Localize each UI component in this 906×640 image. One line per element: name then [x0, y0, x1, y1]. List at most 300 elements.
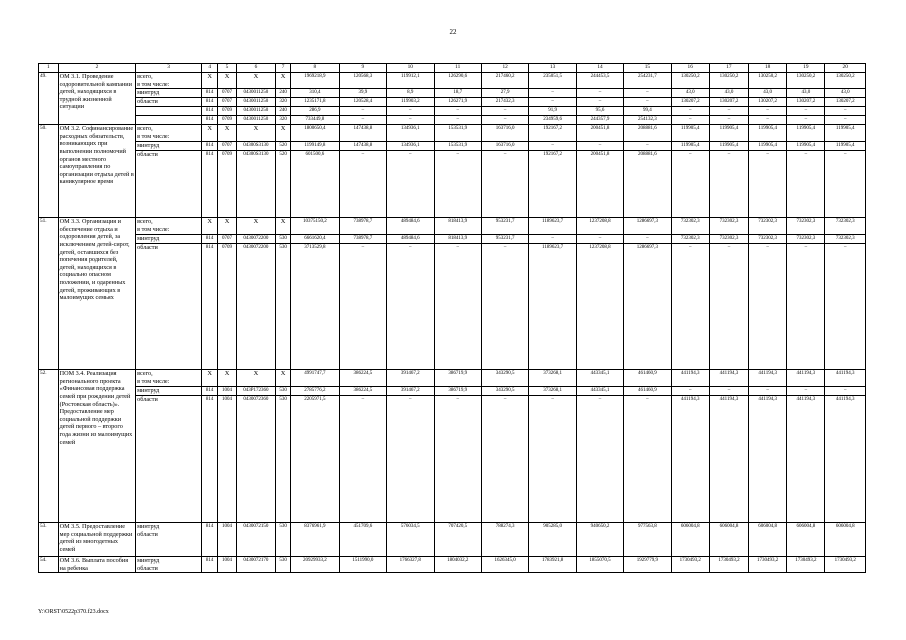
- amount-cell: –: [339, 107, 386, 116]
- column-header-6: 6: [236, 64, 275, 73]
- code-cell-c4: 814: [202, 235, 218, 244]
- row-number: 54.: [39, 557, 59, 573]
- amount-cell: 732302,3: [787, 235, 825, 244]
- executor-cell: [136, 370, 202, 387]
- executor-cell: [136, 557, 202, 573]
- code-cell-c6: X: [236, 125, 275, 142]
- amount-cell: 441194,3: [787, 396, 825, 523]
- amount-cell: 244357,9: [576, 116, 623, 125]
- amount-cell: 310,4: [291, 89, 340, 98]
- amount-cell: 43,0: [825, 89, 866, 98]
- amount-cell: 10375150,2: [291, 218, 340, 235]
- amount-cell: 18,7: [434, 89, 481, 98]
- amount-cell: 120528,4: [339, 98, 386, 107]
- amount-cell: 732302,3: [749, 218, 787, 235]
- code-cell-c6: 0430072170: [236, 557, 275, 573]
- amount-cell: 1766327,8: [387, 557, 434, 573]
- table-row: [39, 107, 866, 116]
- executor-line: всего,: [137, 370, 153, 378]
- code-cell-c4: 814: [202, 107, 218, 116]
- code-cell-c6: 0430011250: [236, 89, 275, 98]
- column-header-5: 5: [218, 64, 237, 73]
- amount-cell: –: [749, 151, 787, 218]
- amount-cell: 8376961,9: [291, 523, 340, 557]
- amount-cell: 953231,7: [481, 218, 528, 235]
- amount-cell: –: [387, 151, 434, 218]
- code-cell-c4: 814: [202, 116, 218, 125]
- amount-cell: 119905,4: [709, 125, 748, 142]
- amount-cell: –: [481, 107, 528, 116]
- amount-cell: 601500,6: [291, 151, 340, 218]
- amount-cell: –: [434, 116, 481, 125]
- amount-cell: 3713529,8: [291, 244, 340, 370]
- executor-cell: [136, 142, 202, 151]
- code-cell-c7: X: [276, 370, 291, 387]
- row-number: 51.: [39, 218, 59, 370]
- code-cell-c4: 814: [202, 151, 218, 218]
- executor-cell: [136, 396, 202, 523]
- amount-cell: 244453,5: [576, 73, 623, 89]
- code-cell-c7: 530: [276, 396, 291, 523]
- amount-cell: 443345,1: [576, 387, 623, 396]
- code-cell-c5: 0709: [218, 107, 237, 116]
- amount-cell: 119905,4: [749, 142, 787, 151]
- amount-cell: –: [787, 244, 825, 370]
- amount-cell: 119905,4: [709, 142, 748, 151]
- amount-cell: 489484,6: [387, 218, 434, 235]
- amount-cell: 27,9: [481, 89, 528, 98]
- amount-cell: –: [434, 396, 481, 523]
- amount-cell: 130207,2: [709, 98, 748, 107]
- code-cell-c6: X: [236, 218, 275, 235]
- amount-cell: 119905,4: [671, 142, 709, 151]
- executor-line: области: [137, 244, 158, 252]
- amount-cell: 235051,5: [529, 73, 576, 89]
- executor-cell: [136, 116, 202, 125]
- amount-cell: 134936,1: [387, 142, 434, 151]
- amount-cell: 1237208,8: [576, 218, 623, 235]
- amount-cell: 1189623,7: [529, 218, 576, 235]
- amount-cell: 126290,6: [434, 73, 481, 89]
- code-cell-c6: 0430072200: [236, 244, 275, 370]
- executor-line: области: [137, 564, 158, 572]
- amount-cell: 443345,1: [576, 370, 623, 387]
- amount-cell: –: [825, 387, 866, 396]
- code-cell-c4: 814: [202, 98, 218, 107]
- amount-cell: –: [576, 89, 623, 98]
- executor-cell: [136, 523, 202, 557]
- amount-cell: 8,9: [387, 89, 434, 98]
- amount-cell: 1800650,4: [291, 125, 340, 142]
- amount-cell: 200451,8: [576, 125, 623, 142]
- amount-cell: 208881,6: [624, 151, 671, 218]
- amount-cell: –: [825, 107, 866, 116]
- amount-cell: 732302,3: [749, 235, 787, 244]
- amount-cell: –: [749, 244, 787, 370]
- amount-cell: 130207,2: [749, 98, 787, 107]
- amount-cell: –: [434, 244, 481, 370]
- amount-cell: 441194,3: [825, 370, 866, 387]
- amount-cell: 1286697,3: [624, 218, 671, 235]
- amount-cell: 2785776,2: [291, 387, 340, 396]
- amount-cell: 732302,3: [787, 218, 825, 235]
- code-cell-c4: 814: [202, 142, 218, 151]
- amount-cell: 153531,9: [434, 142, 481, 151]
- amount-cell: 119905,4: [825, 125, 866, 142]
- executor-cell: [136, 125, 202, 142]
- code-cell-c6: 0430011250: [236, 116, 275, 125]
- amount-cell: 818413,9: [434, 235, 481, 244]
- table-row: [39, 244, 866, 370]
- executor-cell: [136, 89, 202, 98]
- amount-cell: 130250,2: [671, 73, 709, 89]
- amount-cell: 489484,6: [387, 235, 434, 244]
- amount-cell: 441194,3: [787, 370, 825, 387]
- header-row: [39, 64, 866, 73]
- amount-cell: 732302,3: [709, 235, 748, 244]
- code-cell-c5: 0707: [218, 98, 237, 107]
- row-number: 50.: [39, 125, 59, 218]
- executor-line: области: [137, 151, 158, 159]
- amount-cell: 119905,4: [671, 125, 709, 142]
- amount-cell: 606004,8: [787, 523, 825, 557]
- code-cell-c7: 530: [276, 387, 291, 396]
- amount-cell: 1237208,8: [576, 244, 623, 370]
- amount-cell: 43,0: [671, 89, 709, 98]
- column-header-9: 9: [339, 64, 386, 73]
- table-row: [39, 218, 866, 235]
- amount-cell: –: [339, 244, 386, 370]
- amount-cell: –: [481, 396, 528, 523]
- code-cell-c4: X: [202, 73, 218, 89]
- amount-cell: 43,0: [749, 89, 787, 98]
- code-cell-c5: X: [218, 370, 237, 387]
- amount-cell: 1855070,5: [576, 557, 623, 573]
- code-cell-c7: X: [276, 73, 291, 89]
- code-cell-c5: 0707: [218, 89, 237, 98]
- column-header-4: 4: [202, 64, 218, 73]
- executor-line: в том числе:: [137, 80, 170, 88]
- amount-cell: 43,0: [787, 89, 825, 98]
- code-cell-c5: X: [218, 73, 237, 89]
- code-cell-c5: 0709: [218, 244, 237, 370]
- amount-cell: 119912,1: [387, 73, 434, 89]
- code-cell-c5: 0707: [218, 235, 237, 244]
- amount-cell: 126271,9: [434, 98, 481, 107]
- amount-cell: 192167,2: [529, 125, 576, 142]
- measure-title: ОМ 3.5. Предоставление мер социальной поддержки детей из многодетных семей: [58, 523, 135, 557]
- amount-cell: 130250,2: [709, 73, 748, 89]
- column-header-19: 19: [787, 64, 825, 73]
- amount-cell: 217460,2: [481, 73, 528, 89]
- executor-line: минтруд: [137, 235, 160, 243]
- amount-cell: 1199149,8: [291, 142, 340, 151]
- amount-cell: 130250,2: [825, 73, 866, 89]
- amount-cell: 99,4: [624, 107, 671, 116]
- page-number: 22: [449, 28, 457, 36]
- code-cell-c7: X: [276, 218, 291, 235]
- code-cell-c5: 1004: [218, 396, 237, 523]
- measure-title: ОМ 3.6. Выплата пособия на ребенка: [58, 557, 135, 573]
- amount-cell: 1286697,3: [624, 244, 671, 370]
- executor-line: всего,: [137, 125, 153, 133]
- code-cell-c4: 814: [202, 387, 218, 396]
- amount-cell: 1783921,8: [529, 557, 576, 573]
- table-row: [39, 523, 866, 557]
- amount-cell: –: [529, 142, 576, 151]
- amount-cell: –: [671, 387, 709, 396]
- executor-cell: [136, 73, 202, 89]
- amount-cell: 119905,4: [749, 125, 787, 142]
- amount-cell: 1730493,2: [825, 557, 866, 573]
- amount-cell: 147438,8: [339, 142, 386, 151]
- amount-cell: –: [624, 98, 671, 107]
- code-cell-c4: 814: [202, 523, 218, 557]
- amount-cell: –: [787, 151, 825, 218]
- amount-cell: 451709,6: [339, 523, 386, 557]
- table-row: [39, 116, 866, 125]
- amount-cell: 343290,5: [481, 370, 528, 387]
- code-cell-c5: X: [218, 218, 237, 235]
- executor-line: минтруд: [137, 523, 160, 531]
- amount-cell: 95,6: [576, 107, 623, 116]
- amount-cell: –: [576, 396, 623, 523]
- amount-cell: –: [671, 244, 709, 370]
- code-cell-c7: 320: [276, 98, 291, 107]
- amount-cell: –: [434, 107, 481, 116]
- code-cell-c6: 04300S3130: [236, 151, 275, 218]
- amount-cell: –: [709, 387, 748, 396]
- amount-cell: 1189623,7: [529, 244, 576, 370]
- amount-cell: 1730493,2: [709, 557, 748, 573]
- code-cell-c6: 0430011250: [236, 107, 275, 116]
- amount-cell: 43,0: [709, 89, 748, 98]
- executor-line: минтруд: [137, 142, 160, 150]
- amount-cell: –: [624, 89, 671, 98]
- amount-cell: 1511990,0: [339, 557, 386, 573]
- table-row: [39, 396, 866, 523]
- measure-title: ПОМ 3.4. Реализация регионального проекта «Финансовая поддержка семей при рождении детей (Ростовская область)». Предоставление мер социальной поддержки детей первого – второго года жизни из малоимущих семей: [58, 370, 135, 523]
- executor-line: области: [137, 530, 158, 538]
- amount-cell: –: [709, 151, 748, 218]
- code-cell-c5: 1004: [218, 557, 237, 573]
- code-cell-c4: 814: [202, 396, 218, 523]
- amount-cell: 4991747,7: [291, 370, 340, 387]
- column-header-1: 1: [39, 64, 59, 73]
- measure-title: ОМ 3.3. Организация и обеспечение отдыха и оздоровления детей, за исключением детей-сирот, детей, оставшихся без попечения родителей, детей, находящихся в социально опасном положении, и одаренных детей, проживающих в малоимущих семьях: [58, 218, 135, 370]
- file-path-footer: Y:\ORST\0522p370.f23.docx: [38, 609, 109, 615]
- amount-cell: 441194,3: [709, 370, 748, 387]
- amount-cell: 953231,7: [481, 235, 528, 244]
- amount-cell: 441194,3: [671, 396, 709, 523]
- amount-cell: 1235171,8: [291, 98, 340, 107]
- amount-cell: 940650,2: [576, 523, 623, 557]
- code-cell-c6: 0430011250: [236, 98, 275, 107]
- code-cell-c5: 0707: [218, 142, 237, 151]
- code-cell-c4: 814: [202, 557, 218, 573]
- amount-cell: 147438,8: [339, 125, 386, 142]
- table-row: [39, 125, 866, 142]
- amount-cell: –: [339, 396, 386, 523]
- code-cell-c7: 530: [276, 523, 291, 557]
- code-cell-c5: 0709: [218, 151, 237, 218]
- measure-title: ОМ 3.1. Проведение оздоровительной кампании детей, находящихся в трудной жизненной ситуации: [58, 73, 135, 125]
- code-cell-c7: 520: [276, 151, 291, 218]
- table-row: [39, 142, 866, 151]
- amount-cell: 386719,9: [434, 370, 481, 387]
- amount-cell: 6661620,4: [291, 235, 340, 244]
- amount-cell: –: [529, 98, 576, 107]
- amount-cell: –: [709, 244, 748, 370]
- amount-cell: –: [671, 151, 709, 218]
- amount-cell: 738978,7: [339, 218, 386, 235]
- amount-cell: –: [529, 396, 576, 523]
- amount-cell: –: [671, 116, 709, 125]
- executor-line: всего,: [137, 73, 153, 80]
- table-row: [39, 89, 866, 98]
- amount-cell: 254132,3: [624, 116, 671, 125]
- code-cell-c7: 530: [276, 557, 291, 573]
- column-header-8: 8: [291, 64, 340, 73]
- executor-line: всего,: [137, 218, 153, 226]
- amount-cell: 391467,2: [387, 387, 434, 396]
- code-cell-c7: X: [276, 125, 291, 142]
- amount-cell: 732302,3: [671, 235, 709, 244]
- amount-cell: 461460,9: [624, 370, 671, 387]
- amount-cell: –: [709, 107, 748, 116]
- amount-cell: 441194,3: [749, 370, 787, 387]
- amount-cell: –: [787, 107, 825, 116]
- amount-cell: 732302,3: [709, 218, 748, 235]
- amount-cell: 441194,3: [709, 396, 748, 523]
- column-header-7: 7: [276, 64, 291, 73]
- amount-cell: –: [387, 107, 434, 116]
- code-cell-c6: X: [236, 370, 275, 387]
- executor-line: минтруд: [137, 89, 160, 97]
- code-cell-c7: 240: [276, 107, 291, 116]
- table-row: [39, 235, 866, 244]
- amount-cell: 1804032,2: [434, 557, 481, 573]
- amount-cell: 1730493,2: [671, 557, 709, 573]
- amount-cell: 576034,5: [387, 523, 434, 557]
- amount-cell: –: [434, 151, 481, 218]
- code-cell-c4: 814: [202, 244, 218, 370]
- amount-cell: 254231,7: [624, 73, 671, 89]
- code-cell-c4: X: [202, 370, 218, 387]
- executor-line: области: [137, 396, 158, 404]
- amount-cell: 163716,0: [481, 142, 528, 151]
- amount-cell: 1730493,2: [787, 557, 825, 573]
- amount-cell: –: [481, 151, 528, 218]
- amount-cell: 732302,3: [825, 218, 866, 235]
- table-row: [39, 98, 866, 107]
- amount-cell: –: [387, 244, 434, 370]
- amount-cell: –: [749, 387, 787, 396]
- amount-cell: –: [576, 98, 623, 107]
- executor-line: области: [137, 98, 158, 106]
- amount-cell: 373268,1: [529, 387, 576, 396]
- amount-cell: 130207,2: [787, 98, 825, 107]
- amount-cell: –: [387, 396, 434, 523]
- code-cell-c6: X: [236, 73, 275, 89]
- column-header-12: 12: [481, 64, 528, 73]
- amount-cell: –: [529, 235, 576, 244]
- amount-cell: 707420,5: [434, 523, 481, 557]
- code-cell-c5: X: [218, 125, 237, 142]
- amount-cell: 905285,0: [529, 523, 576, 557]
- table-row: [39, 387, 866, 396]
- column-header-15: 15: [624, 64, 671, 73]
- amount-cell: 733449,8: [291, 116, 340, 125]
- amount-cell: 163716,0: [481, 125, 528, 142]
- amount-cell: –: [339, 151, 386, 218]
- amount-cell: 788274,3: [481, 523, 528, 557]
- code-cell-c7: 520: [276, 142, 291, 151]
- amount-cell: –: [339, 116, 386, 125]
- column-header-10: 10: [387, 64, 434, 73]
- code-cell-c6: 0430072150: [236, 523, 275, 557]
- code-cell-c5: 0709: [218, 116, 237, 125]
- amount-cell: 1626345,0: [481, 557, 528, 573]
- amount-cell: 1929779,9: [624, 557, 671, 573]
- amount-cell: –: [787, 387, 825, 396]
- code-cell-c4: X: [202, 125, 218, 142]
- amount-cell: 192167,2: [529, 151, 576, 218]
- amount-cell: 119903,2: [387, 98, 434, 107]
- column-header-13: 13: [529, 64, 576, 73]
- amount-cell: –: [576, 142, 623, 151]
- amount-cell: 373268,1: [529, 370, 576, 387]
- code-cell-c5: 1004: [218, 523, 237, 557]
- code-cell-c6: 043P172360: [236, 387, 275, 396]
- amount-cell: 386224,5: [339, 387, 386, 396]
- amount-cell: 2205971,5: [291, 396, 340, 523]
- code-cell-c7: 240: [276, 89, 291, 98]
- code-cell-c6: 0430072360: [236, 396, 275, 523]
- amount-cell: 119905,4: [787, 125, 825, 142]
- executor-line: минтруд: [137, 557, 160, 565]
- budget-table: [38, 63, 866, 573]
- amount-cell: –: [529, 89, 576, 98]
- executor-cell: [136, 244, 202, 370]
- column-header-3: 3: [136, 64, 202, 73]
- column-header-14: 14: [576, 64, 623, 73]
- code-cell-c6: 04300S3130: [236, 142, 275, 151]
- column-header-18: 18: [749, 64, 787, 73]
- amount-cell: 234959,6: [529, 116, 576, 125]
- amount-cell: –: [387, 116, 434, 125]
- code-cell-c7: 320: [276, 116, 291, 125]
- amount-cell: 120568,3: [339, 73, 386, 89]
- amount-cell: 732302,3: [671, 218, 709, 235]
- amount-cell: 130250,2: [787, 73, 825, 89]
- code-cell-c6: 0430072200: [236, 235, 275, 244]
- amount-cell: 732302,3: [825, 235, 866, 244]
- executor-cell: [136, 387, 202, 396]
- row-number: 49.: [39, 73, 59, 125]
- amount-cell: 286,9: [291, 107, 340, 116]
- amount-cell: 606004,8: [749, 523, 787, 557]
- amount-cell: 1969218,9: [291, 73, 340, 89]
- amount-cell: –: [576, 235, 623, 244]
- amount-cell: 1730493,2: [749, 557, 787, 573]
- amount-cell: 343290,5: [481, 387, 528, 396]
- column-header-17: 17: [709, 64, 748, 73]
- column-header-11: 11: [434, 64, 481, 73]
- amount-cell: –: [749, 107, 787, 116]
- executor-cell: [136, 107, 202, 116]
- code-cell-c4: 814: [202, 89, 218, 98]
